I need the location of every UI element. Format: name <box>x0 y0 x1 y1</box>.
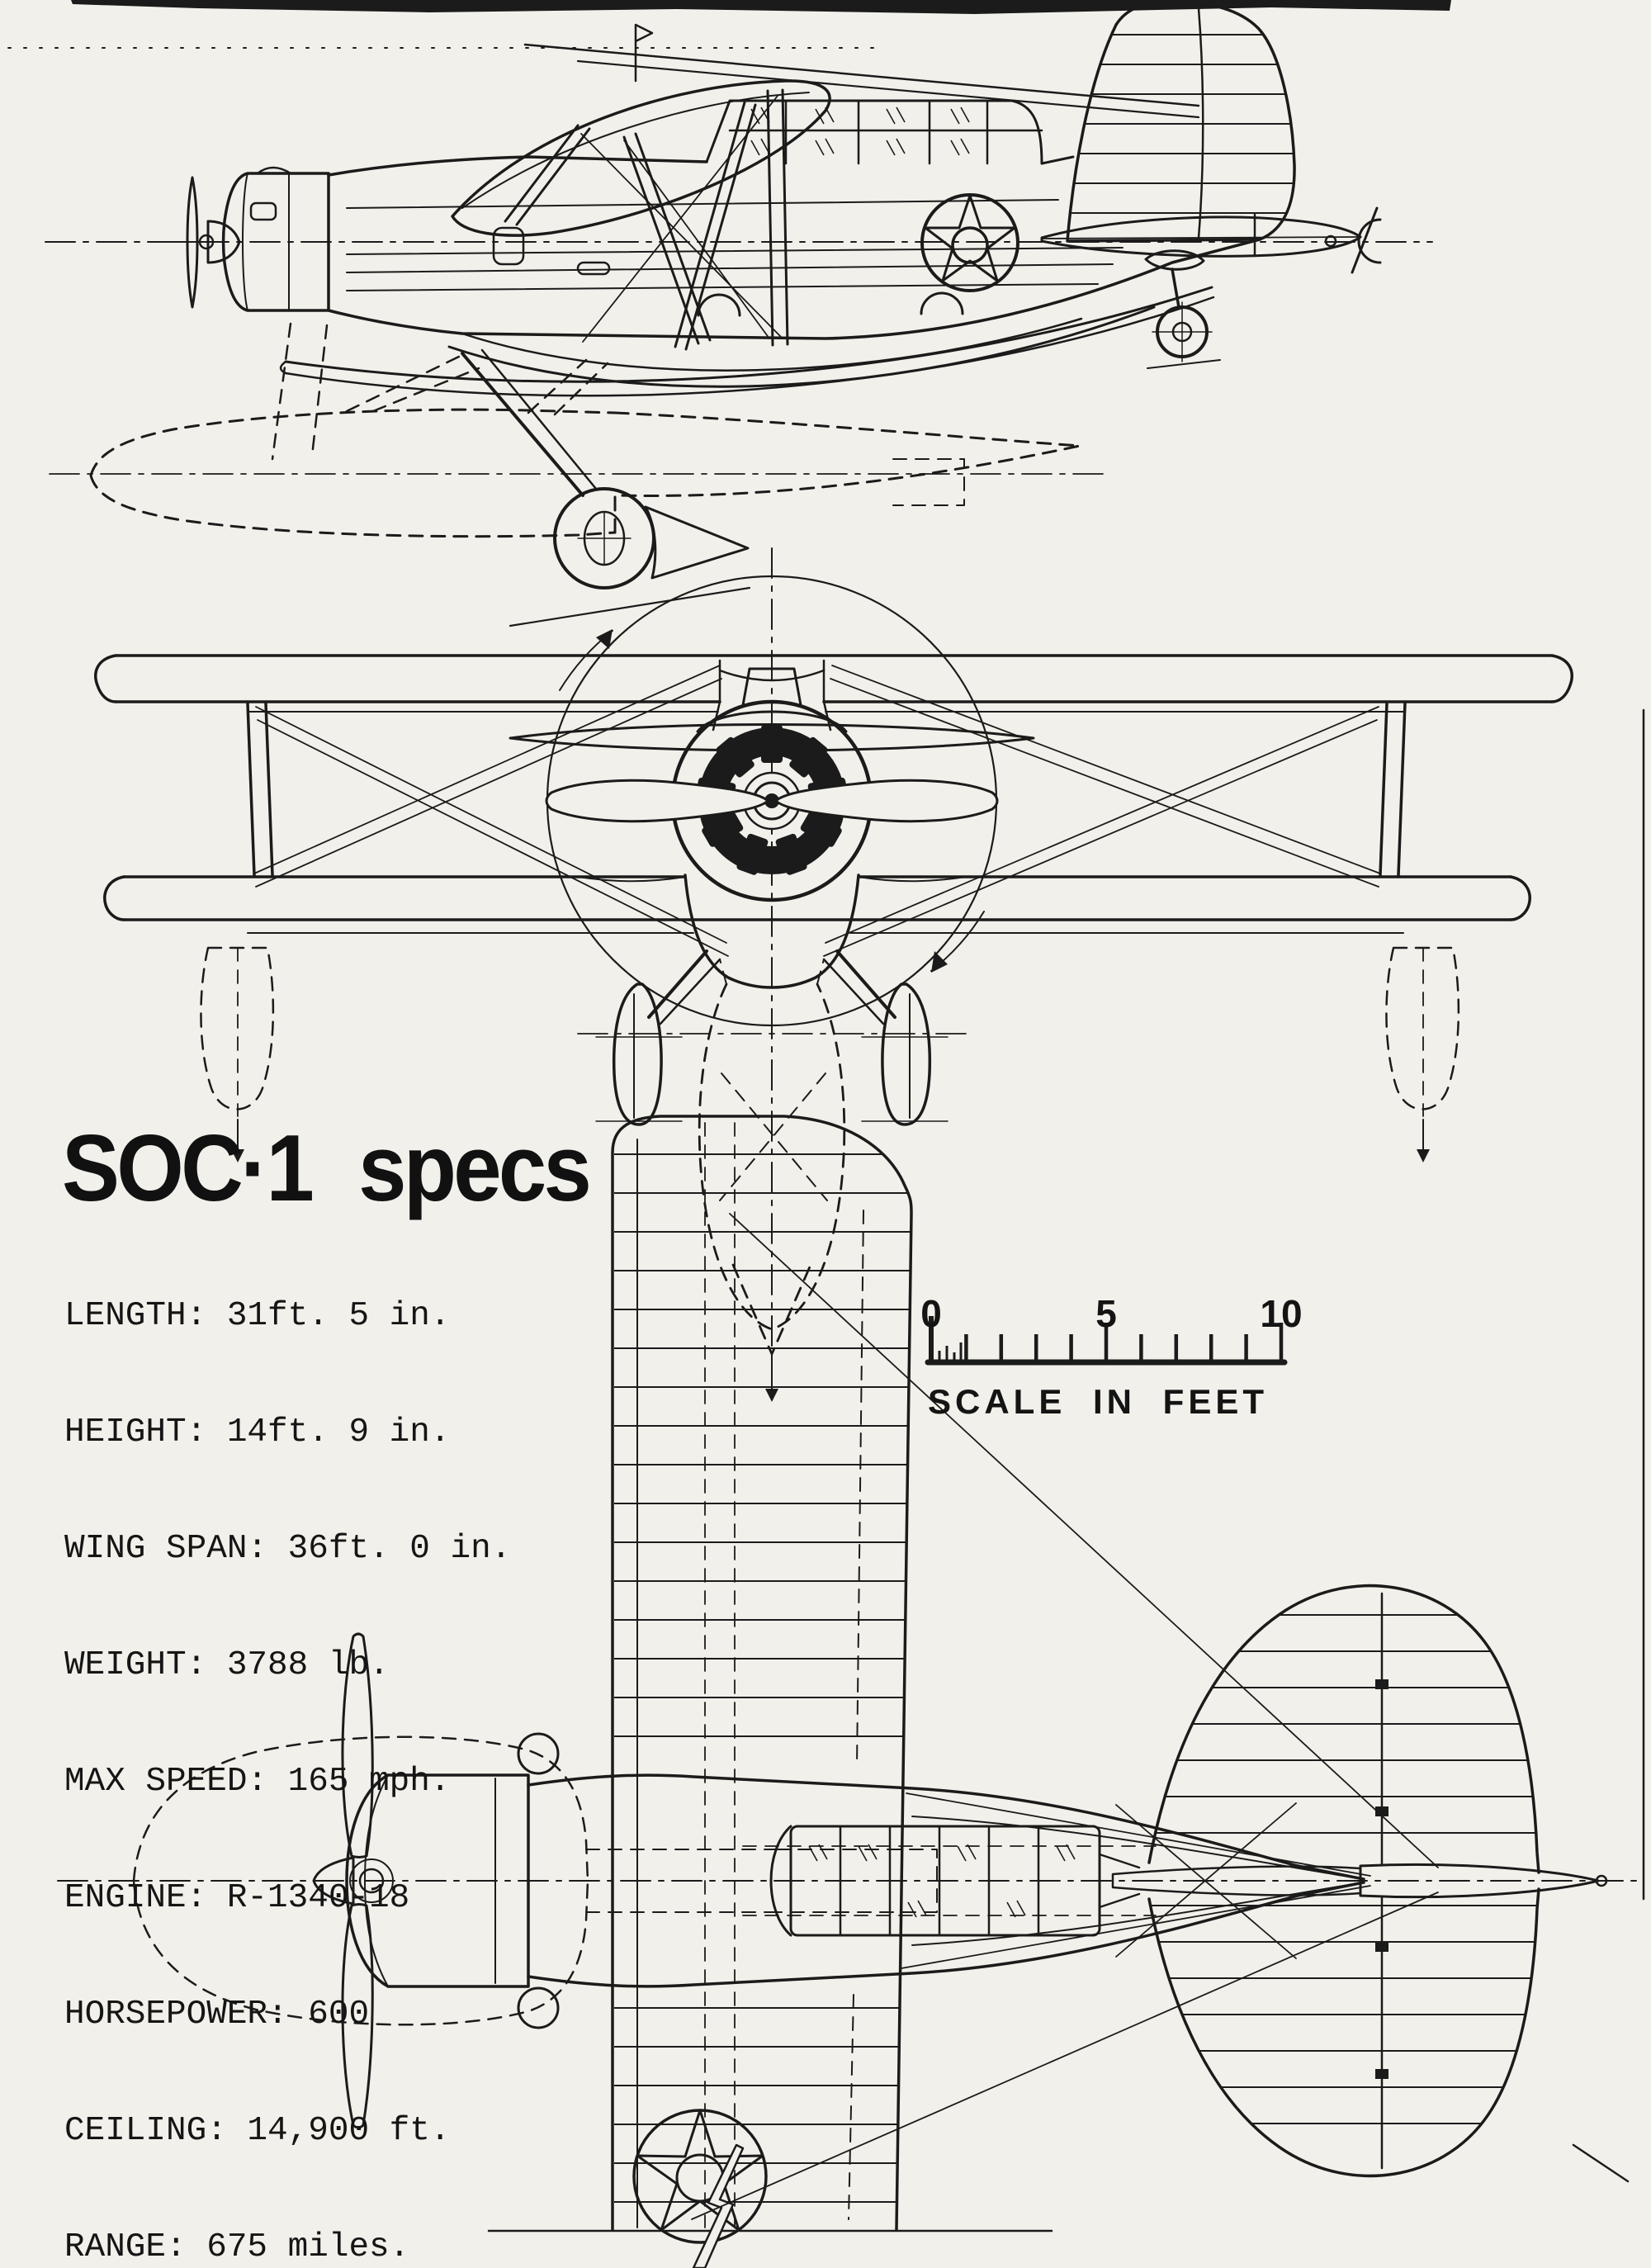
scale-label-10: 10 <box>1260 1292 1303 1335</box>
cabane-struts-side <box>505 90 788 349</box>
spec-line-weight: WEIGHT: 3788 lb. <box>64 1646 390 1684</box>
title-word: specs <box>358 1116 589 1221</box>
page-title <box>62 1116 589 1221</box>
canopy-side <box>707 101 1042 163</box>
scale-bar <box>920 1292 1302 1421</box>
float-side-dashed <box>50 324 1110 537</box>
spec-line-length: LENGTH: 31ft. 5 in. <box>64 1297 451 1335</box>
spec-line-range: RANGE: 675 miles. <box>64 2228 410 2266</box>
fuselage-side <box>329 157 1260 386</box>
pitot-mast <box>636 25 652 81</box>
star-insignia-plan <box>634 2110 766 2242</box>
side-view <box>45 2 1432 626</box>
title-model: SOC·1 <box>62 1116 312 1221</box>
spec-line-engine: ENGINE: R-1340-18 <box>64 1879 410 1917</box>
fuselage-handhold <box>578 263 609 274</box>
upper-wing-front <box>96 656 1572 712</box>
tail-fin-side <box>1060 2 1308 241</box>
spec-line-ceiling: CEILING: 14,900 ft. <box>64 2112 451 2150</box>
scan-artifact-top-bar <box>8 0 1451 48</box>
scale-caption: SCALE IN FEET <box>927 1382 1269 1421</box>
stabilizer-side <box>1042 215 1360 256</box>
scale-label-0: 0 <box>920 1292 942 1335</box>
wing-plan <box>489 1116 1052 2231</box>
spec-line-wingspan: WING SPAN: 36ft. 0 in. <box>64 1530 512 1568</box>
scan-artifact-page-crease <box>1573 710 1644 2181</box>
scale-label-5: 5 <box>1095 1292 1117 1335</box>
lower-wing-side <box>281 287 1213 395</box>
spec-line-maxspeed: MAX SPEED: 165 mph. <box>64 1763 451 1801</box>
lower-wing-front <box>105 877 1530 933</box>
specs-list <box>64 1219 511 2268</box>
spec-line-height: HEIGHT: 14ft. 9 in. <box>64 1413 451 1451</box>
spec-line-horsepower: HORSEPOWER: 600 <box>64 1996 370 2034</box>
